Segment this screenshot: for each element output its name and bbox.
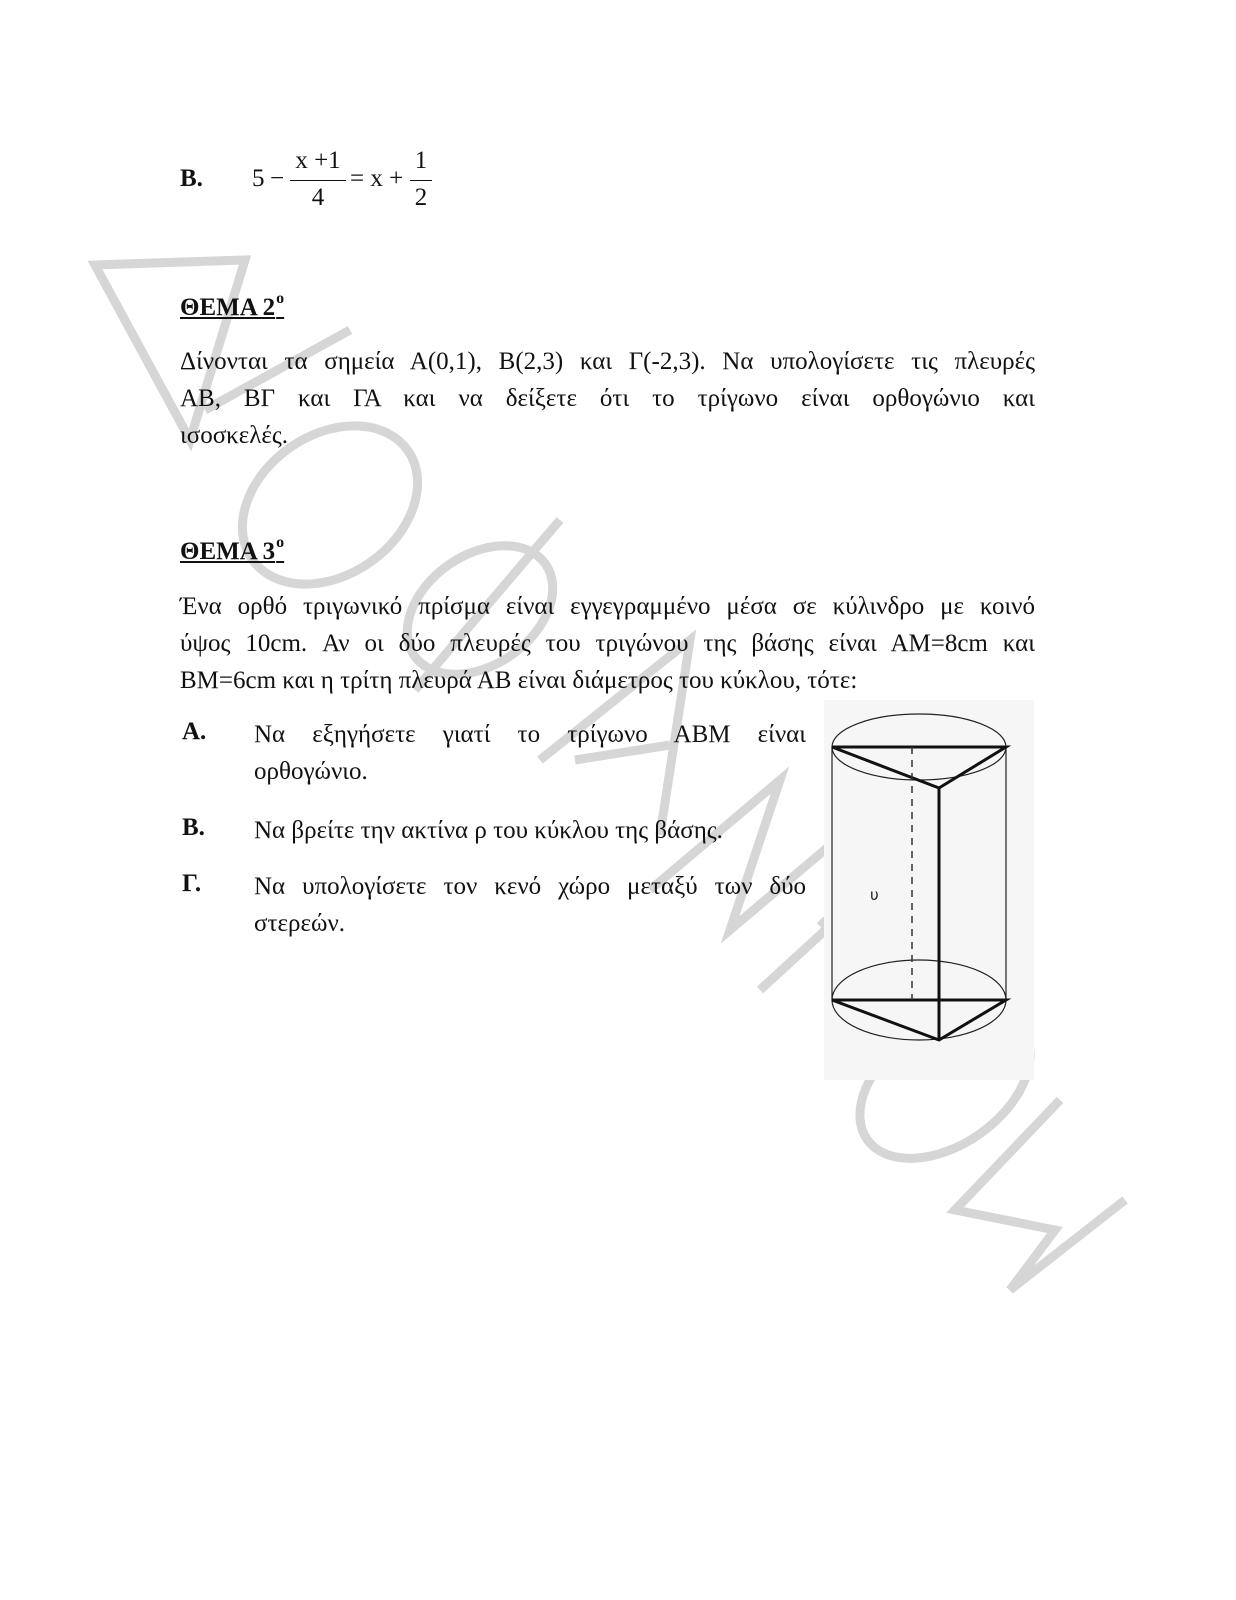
item-b-line-1: Να βρείτε την ακτίνα ρ του κύκλου της βάσης. [254, 817, 723, 844]
equation-five: 5 [252, 165, 265, 192]
equation-denominator: 4 [311, 184, 325, 211]
theme2-line-3: ισοσκελές. [180, 422, 289, 449]
equation-half-numerator: 1 [414, 147, 428, 174]
item-b-text [254, 812, 814, 849]
theme3-line-3: ΒΜ=6cm και η τρίτη πλευρά ΑΒ είναι διάμετρος του κύκλου, τότε: [180, 667, 858, 694]
theme2-heading-sup: ο [276, 290, 285, 307]
equation-minus: − [270, 165, 285, 192]
theme3-paragraph [180, 588, 1035, 699]
equation-half-bar [410, 180, 432, 181]
equation-equals-x-plus: = x + [350, 165, 404, 192]
theme3-heading-text: ΘΕΜΑ 3 [180, 538, 276, 565]
equation-numerator: x +1 [295, 147, 341, 174]
height-label: υ [870, 886, 879, 904]
theme3-heading-sup: ο [276, 534, 285, 551]
item-a-text [254, 716, 806, 790]
theme2-line-2: ΑΒ, ΒΓ και ΓΑ και να δείξετε ότι το τρίγωνο είναι ορθογώνιο και [180, 385, 1035, 412]
theme3-heading [180, 534, 284, 566]
item-c-line-1: Να υπολογίσετε τον κενό χώρο μεταξύ των δύο [254, 873, 806, 900]
item-c-line-2: στερεών. [254, 910, 346, 937]
theme2-heading-text: ΘΕΜΑ 2 [180, 294, 276, 321]
theme2-paragraph [180, 343, 1035, 454]
item-a-label: Α. [182, 718, 207, 745]
theme3-line-2: ύψος 10cm. Αν οι δύο πλευρές του τριγώνου της βάσης είναι ΑΜ=8cm και [180, 630, 1035, 657]
equation-label: B. [180, 165, 203, 192]
item-c-label: Γ. [182, 870, 202, 897]
theme2-heading [180, 290, 284, 322]
item-a-line-1: Να εξηγήσετε γιατί το τρίγωνο ΑΒΜ είναι [254, 721, 806, 748]
item-a-line-2: ορθογώνιο. [254, 758, 368, 785]
equation-half-denominator: 2 [414, 184, 428, 211]
equation-fraction-bar [290, 180, 346, 181]
theme3-line-1: Ένα ορθό τριγωνικό πρίσμα είναι εγγεγραμμένο μέσα σε κύλινδρο με κοινό [180, 593, 1035, 620]
theme2-line-1: Δίνονται τα σημεία Α(0,1), Β(2,3) και Γ(-2,3). Να υπολογίσετε τις πλευρές [180, 348, 1035, 375]
item-b-label: Β. [182, 814, 205, 841]
cylinder-prism-figure [824, 700, 1034, 1080]
watermark-letter-sigma [955, 1100, 1125, 1290]
item-c-text [254, 868, 806, 942]
